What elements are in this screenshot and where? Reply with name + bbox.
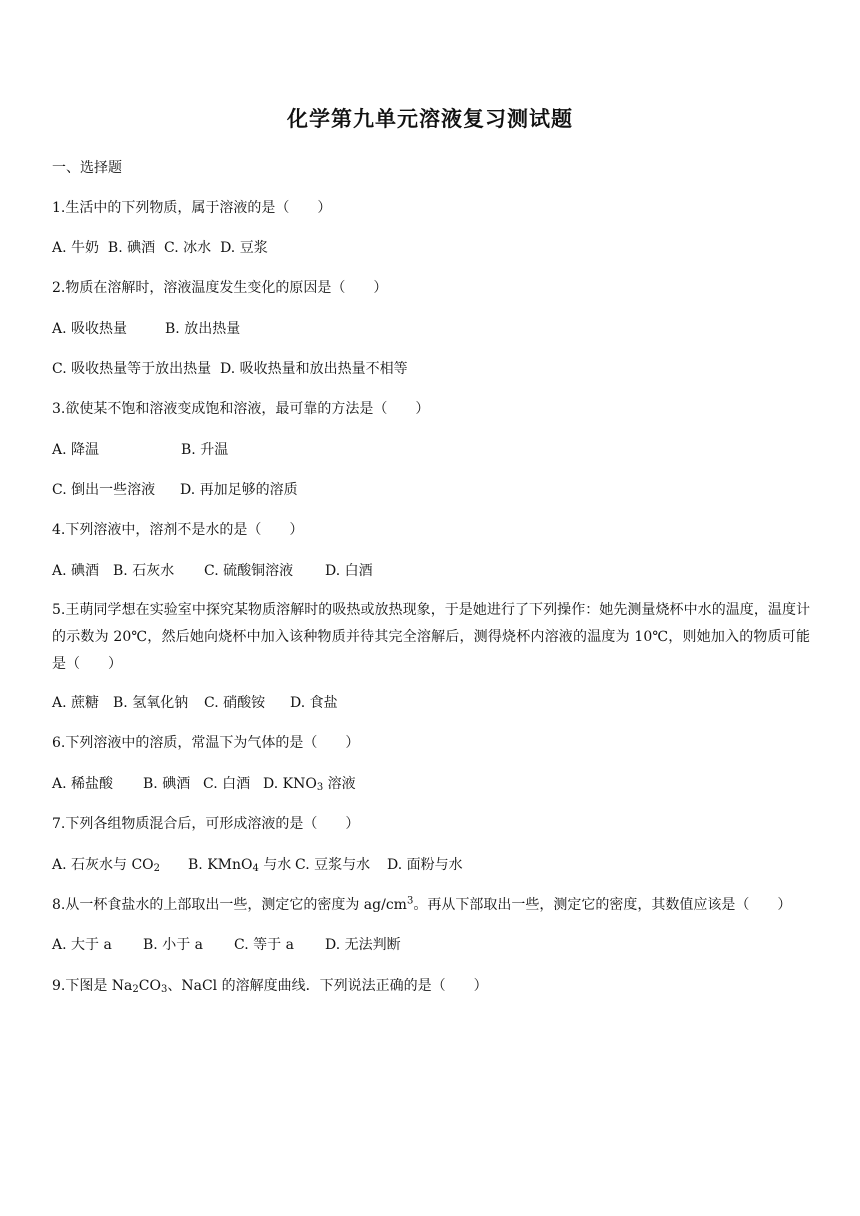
q7-option-a: A. 石灰水与 $CO_2$ — [52, 857, 161, 874]
q2-option-c: C. 吸收热量等于放出热量 — [52, 361, 212, 377]
page-title: 化学第九单元溶液复习测试题 — [287, 106, 573, 131]
q4-option-c: C. 硫酸铜溶液 — [204, 563, 294, 579]
q8-option-c: C. 等于 a — [234, 937, 294, 953]
q6-option-c: C. 白酒 — [203, 776, 251, 792]
q5-option-a: A. 蔗糖 — [52, 695, 100, 711]
q7-option-c: C. 豆浆与水 — [295, 857, 371, 873]
q6-option-b: B. 碘酒 — [143, 776, 191, 792]
question-5-options — [52, 693, 338, 713]
question-4-stem: 4.下列溶液中，溶剂不是水的是（ ） — [52, 522, 304, 538]
q6-option-a: A. 稀盐酸 — [52, 776, 114, 792]
question-2-options-row1 — [52, 319, 240, 339]
q2-option-a: A. 吸收热量 — [52, 321, 128, 337]
question-3-stem: 3.欲使某不饱和溶液变成饱和溶液，最可靠的方法是（ ） — [52, 401, 430, 417]
q7-option-d: D. 面粉与水 — [387, 857, 463, 873]
question-1-stem: 1.生活中的下列物质，属于溶液的是（ ） — [52, 200, 332, 216]
question-6-stem: 6.下列溶液中的溶质，常温下为气体的是（ ） — [52, 735, 360, 751]
question-9-stem: 9.下图是 $Na_2CO_3$、NaCl 的溶解度曲线．下列说法正确的是（ ） — [52, 978, 488, 995]
q1-option-a: A. 牛奶 — [52, 240, 100, 256]
q1-option-c: C. 冰水 — [164, 240, 212, 256]
q4-option-b: B. 石灰水 — [113, 563, 175, 579]
question-5-stem: 5.王萌同学想在实验室中探究某物质溶解时的吸热或放热现象，于是她进行了下列操作：她先测量烧杯中水的温度，温度计的示数为 20℃，然后她向烧杯中加入该种物质并待其完全溶解后，测得烧杯内溶液的温度为 10℃，则她加入的物质可能是（ ） — [52, 602, 810, 672]
q2-option-d: D. 吸收热量和放出热量不相等 — [220, 361, 408, 377]
question-3-options-row2 — [52, 480, 298, 500]
question-7-options — [52, 855, 463, 875]
q6-option-d: D. $KNO_3$ 溶液 — [263, 776, 356, 793]
q3-option-b: B. 升温 — [181, 442, 229, 458]
q2-option-b: B. 放出热量 — [165, 321, 241, 337]
q1-option-d: D. 豆浆 — [220, 240, 268, 256]
question-3-options-row1 — [52, 440, 228, 460]
question-6-options — [52, 774, 356, 794]
q3-option-a: A. 降温 — [52, 442, 100, 458]
q5-option-d: D. 食盐 — [290, 695, 338, 711]
question-8-options — [52, 935, 401, 955]
question-7-stem: 7.下列各组物质混合后，可形成溶液的是（ ） — [52, 816, 360, 832]
q1-option-b: B. 碘酒 — [107, 240, 156, 256]
q8-option-b: B. 小于 a — [143, 937, 203, 953]
q8-option-d: D. 无法判断 — [325, 937, 401, 953]
section-heading: 一、选择题 — [52, 160, 122, 176]
q4-option-d: D. 白酒 — [325, 563, 373, 579]
q3-option-d: D. 再加足够的溶质 — [180, 482, 298, 498]
q7-option-b: B. KMnO$_4$ 与水 — [188, 857, 292, 874]
q5-option-b: B. 氢氧化钠 — [113, 695, 189, 711]
question-1-options — [52, 238, 268, 258]
q8-option-a: A. 大于 a — [52, 937, 112, 953]
question-2-options-row2 — [52, 359, 408, 379]
question-4-options — [52, 561, 373, 581]
q3-option-c: C. 倒出一些溶液 — [52, 482, 156, 498]
q4-option-a: A. 碘酒 — [52, 563, 100, 579]
question-8-stem: 8.从一杯食盐水的上部取出一些，测定它的密度为 $ag/cm^3$。再从下部取出一些，测定它的密度，其数值应该是（ ） — [52, 895, 792, 913]
q5-option-c: C. 硝酸铵 — [204, 695, 266, 711]
question-2-stem: 2.物质在溶解时，溶液温度发生变化的原因是（ ） — [52, 280, 388, 296]
